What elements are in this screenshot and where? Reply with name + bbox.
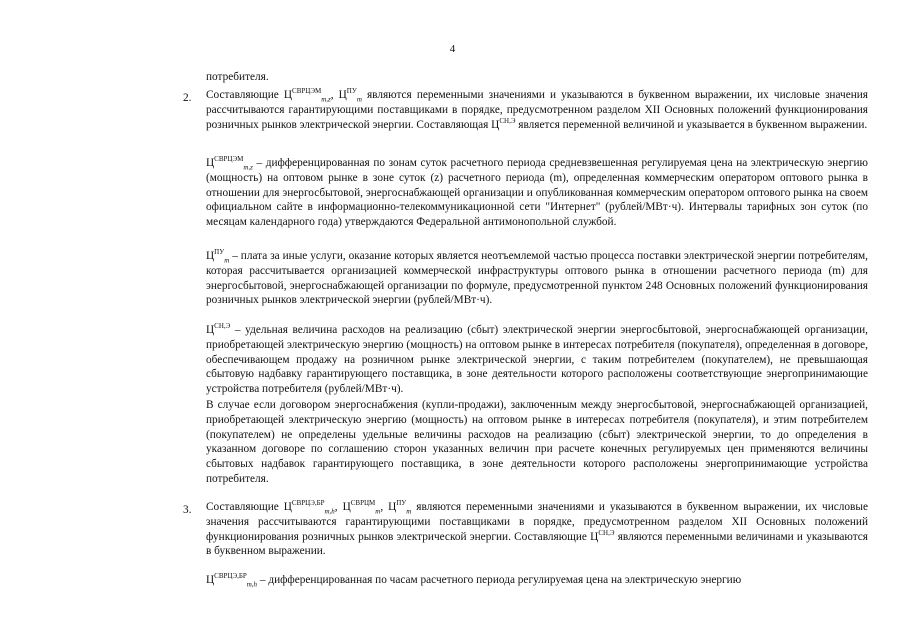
definition-svrtsem-text: – дифференцированная по зонам суток расчетного периода средневзвешенная регулируемая цена на электрическую энергию (мощность) на оптовом рынке в зоне суток (z) расчетного периода (m), определенная коммерческим оператором оптового рынка в отношении для энергосбытовой, энергоснабжающей организации и опубликованная коммерческим оператором оптового рынка на своем официальном сайте в информационно-телекоммуникационной сети "Интернет" (рублей/МВт·ч). Интервалы тарифных зон суток (по месяцам календарного года) утверждаются Федеральной антимонопольной службой. (206, 157, 868, 229)
symbol-c-svrtsm: $Ц^{СВРЦМ}_m$ (342, 499, 381, 516)
item-3-text-a: Составляющие (206, 501, 279, 513)
item-3-number: 3. (183, 504, 192, 516)
symbol-c-sne: $Ц^{СН,Э}$ (491, 116, 516, 131)
page-number: 4 (449, 43, 456, 55)
definition-sne (206, 323, 868, 397)
symbol-c-svrtsem: $Ц^{СВРЦЭМ}_{m,z}$ (283, 87, 331, 104)
line-continuation: потребителя. (206, 71, 269, 83)
item-3-paragraph: Составляющие $Ц^{СВРЦЭ,БР}_{m,h}$, $Ц^{СВРЦМ}_m$, $Ц^{ПУ}_m$ являются переменными значениями и указываются в буквенном выражении, их числовые значения рассчитываются гарантирующими поставщиками в порядке, предусмотренном разделом XII Основных положений функционирования розничных рынков электрической энергии. Составляющие $Ц^{СН,Э}$ являются переменными величинами и указываются в буквенном выражении. (206, 499, 869, 558)
symbol-c-pu-def: $Ц^{ПУ}_m$ (206, 248, 230, 265)
item-2-paragraph: Составляющие $Ц^{СВРЦЭМ}_{m,z}$, $Ц^{ПУ}_m$ являются переменными значениями и указываются в буквенном выражении, их числовые значения рассчитываются гарантирующими поставщиками в порядке, предусмотренном разделом XII Основных положений функционирования розничных рынков электрической энергии. Составляющая $Ц^{СН,Э}$ является переменной величиной и указывается в буквенном выражении. (206, 87, 868, 131)
item-2-text-c: является переменной величиной и указывается в буквенном выражении. (518, 118, 868, 131)
symbol-c-pu-3: $Ц^{ПУ}_m$ (388, 499, 412, 516)
symbol-c-sne-3: $Ц^{СН,Э}$ (590, 528, 615, 543)
definition-svrtsebr-text: – дифференцированная по часам расчетного периода регулируемая цена на электрическую энергию (259, 574, 742, 586)
definition-sne-text: – удельная величина расходов на реализацию (сбыт) электрической энергии энергосбытовой, энергоснабжающей организации, приобретающей электрическую энергию (мощность) на оптовом рынке в интересах потребителя (покупателя), определенная в договоре, обеспечивающем продажу на розничном рынке электрической энергии, с таким потребителем (покупателем), не превышающая сбытовую надбавку гарантирующего поставщика, в зоне деятельности которого расположены соответствующие энергопринимающие устройства потребителя (рублей/МВт·ч). (206, 324, 868, 396)
symbol-c-svrtsebr: $Ц^{СВРЦЭ,БР}_{m,h}$ (283, 499, 335, 516)
symbol-c-sne-def: $Ц^{СН,Э}$ (206, 322, 231, 336)
symbol-c-pu: $Ц^{ПУ}_m$ (338, 87, 362, 104)
item-2-text-a: Составляющие (206, 89, 279, 101)
definition-pu (206, 249, 868, 308)
item-3-text-c: являются переменными величинами и указываются в буквенном выражении. (206, 530, 869, 558)
definition-svrtsebr (206, 573, 868, 588)
symbol-c-svrtsebr-def: $Ц^{СВРЦЭ,БР}_{m,h}$ (206, 572, 258, 589)
definition-pu-text: – плата за иные услуги, оказание которых является неотъемлемой частью процесса поставки электрической энергии потребителям, которая рассчитывается организацией коммерческой инфраструктуры оптового рынка в отношении расчетного периода (m) для энергосбытовой, энергоснабжающей организации по формуле, предусмотренной пунктом 248 Основных положений функционирования розничных рынков электрической энергии (рублей/МВт·ч). (206, 250, 868, 307)
symbol-c-svrtsem-def: $Ц^{СВРЦЭМ}_{m,z}$ (206, 155, 253, 172)
item-2-text-b: являются переменными значениями и указываются в буквенном выражении, их числовые значения рассчитываются гарантирующими поставщиками в порядке, предусмотренном разделом XII Основных положений функционирования розничных рынков электрической энергии. Составляющая (206, 89, 868, 131)
definition-svrtsem (206, 156, 868, 230)
item-3-text-b: являются переменными значениями и указываются в буквенном выражении, их числовые значения рассчитываются гарантирующими поставщиками в порядке, предусмотренном разделом XII Основных положений функционирования розничных рынков электрической энергии. Составляющие (206, 501, 868, 543)
item-2-number: 2. (183, 92, 192, 104)
paragraph-case: В случае если договором энергоснабжения (купли-продажи), заключенным между энергосбытовой, энергоснабжающей организацией, приобретающей электрическую энергию (мощность) на оптовом рынке в интересах потребителя (покупателя), и этим потребителем (покупателем) не определены удельные величины расходов на реализацию (сбыт) электрической энергии, то до определения в указанном договоре по соглашению сторон указанных величин при расчете конечных регулируемых цен применяются величины сбытовых надбавок гарантирующего поставщика, в зоне деятельности которого расположены энергопринимающие устройства потребителя. (206, 399, 868, 485)
